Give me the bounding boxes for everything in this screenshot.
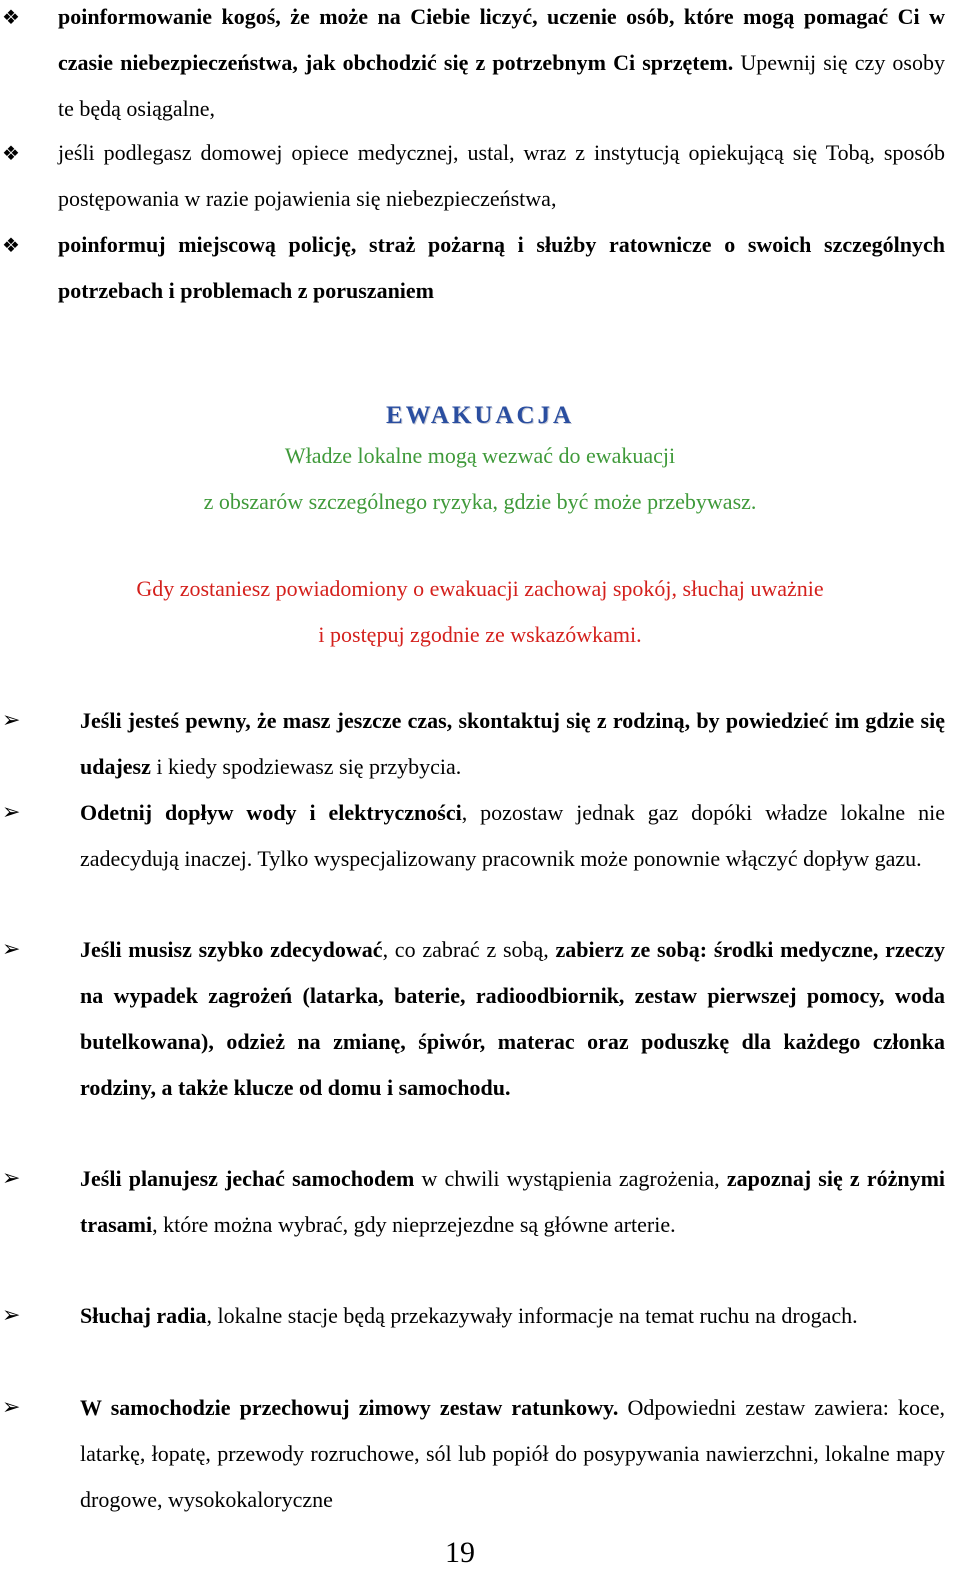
list-item-bold-text: Jeśli planujesz jechać samochodem [80,1166,415,1191]
evacuation-warning-line-2: i postępuj zgodnie ze wskazówkami. [318,622,642,647]
list-item-text: jeśli podlegasz domowej opiece medycznej, ustal, wraz z instytucją opiekującą się Tobą, sposób postępowania w razie pojawienia się niebezpieczeństwa, [58,140,945,211]
list-item [80,1156,945,1248]
arrow-bullet-icon: ➢ [2,1303,21,1328]
list-item-text: w chwili wystąpienia zagrożenia, [414,1166,727,1191]
list-item-text: , lokalne stacje będą przekazywały informacje na temat ruchu na drogach. [206,1303,858,1328]
list-item-bold-text: poinformowanie kogoś, że może na Ciebie liczyć, uczenie osób, które mogą pomagać Ci w czasie niebezpieczeństwa, jak obchodzić się z potrzebnym Ci sprzętem. [58,4,945,75]
list-item [80,1385,945,1523]
list-item-bold-text: zabierz ze sobą: środki medyczne, rzeczy na wypadek zagrożeń (latarka, baterie, radioodbiornik, zestaw pierwszej pomocy, woda butelkowana), odzież na zmianę, śpiwór, materac oraz poduszkę dla każdego członka rodziny, a także klucze od domu i samochodu. [80,937,946,1100]
list-item [80,927,945,1111]
arrow-bullet-icon: ➢ [2,708,21,733]
list-item-text: i kiedy spodziewasz się przybycia. [150,754,462,779]
list-item-text: Odpowiedni zestaw zawiera: koce, latarkę, łopatę, przewody rozruchowe, sól lub popiół do posypywania nawierzchni, lokalne mapy drogowe, wysokokaloryczne [80,1395,945,1512]
list-item [80,1293,945,1339]
list-item [80,790,945,882]
arrow-bullet-icon: ➢ [2,800,21,825]
list-item-text: , pozostaw jednak gaz dopóki władze lokalne nie zadecydują inaczej. Tylko wyspecjalizowany pracownik może ponownie włączyć dopływ gazu. [80,800,945,871]
diamond-bullet-icon: ❖ [2,233,20,257]
arrow-bullet-icon: ➢ [2,1395,21,1420]
evacuation-warning-line-1: Gdy zostaniesz powiadomiony o ewakuacji zachowaj spokój, słuchaj uważnie [136,576,824,601]
list-item [80,698,945,790]
list-item-bold-text: Odetnij dopływ wody i elektryczności [80,800,462,825]
arrow-bullet-icon: ➢ [2,1166,21,1191]
diamond-bullet-icon: ❖ [2,5,20,29]
evacuation-info-line-1: Władze lokalne mogą wezwać do ewakuacji [284,443,676,468]
evacuation-info-line-2: z obszarów szczególnego ryzyka, gdzie być może przebywasz. [203,489,757,514]
list-item-bold-text: poinformuj miejscową policję, straż pożarną i służby ratownicze o swoich szczególnych potrzebach i problemach z poruszaniem [58,232,945,303]
list-item-text: , które można wybrać, gdy nieprzejezdne są główne arterie. [152,1212,676,1237]
list-item-bold-text: W samochodzie przechowuj zimowy zestaw ratunkowy. [80,1395,619,1420]
list-item-bold-text: Jeśli jesteś pewny, że masz jeszcze czas, skontaktuj się z rodziną, by powiedzieć im gdzie się udajesz [80,708,945,779]
section-heading: EWAKUACJA [385,402,575,429]
list-item [58,0,945,132]
page-number: 19 [445,1536,475,1569]
list-item-bold-text: zapoznaj się z różnymi trasami [80,1166,946,1237]
arrow-bullet-icon: ➢ [2,937,21,962]
list-item-text: , co zabrać z sobą, [382,937,556,962]
list-item-bold-text: Jeśli musisz szybko zdecydować [80,937,383,962]
diamond-bullet-icon: ❖ [2,141,20,165]
list-item [58,222,945,314]
list-item-text: Upewnij się czy osoby te będą osiągalne, [58,50,945,121]
list-item [58,130,945,222]
list-item-bold-text: Słuchaj radia [80,1303,207,1328]
